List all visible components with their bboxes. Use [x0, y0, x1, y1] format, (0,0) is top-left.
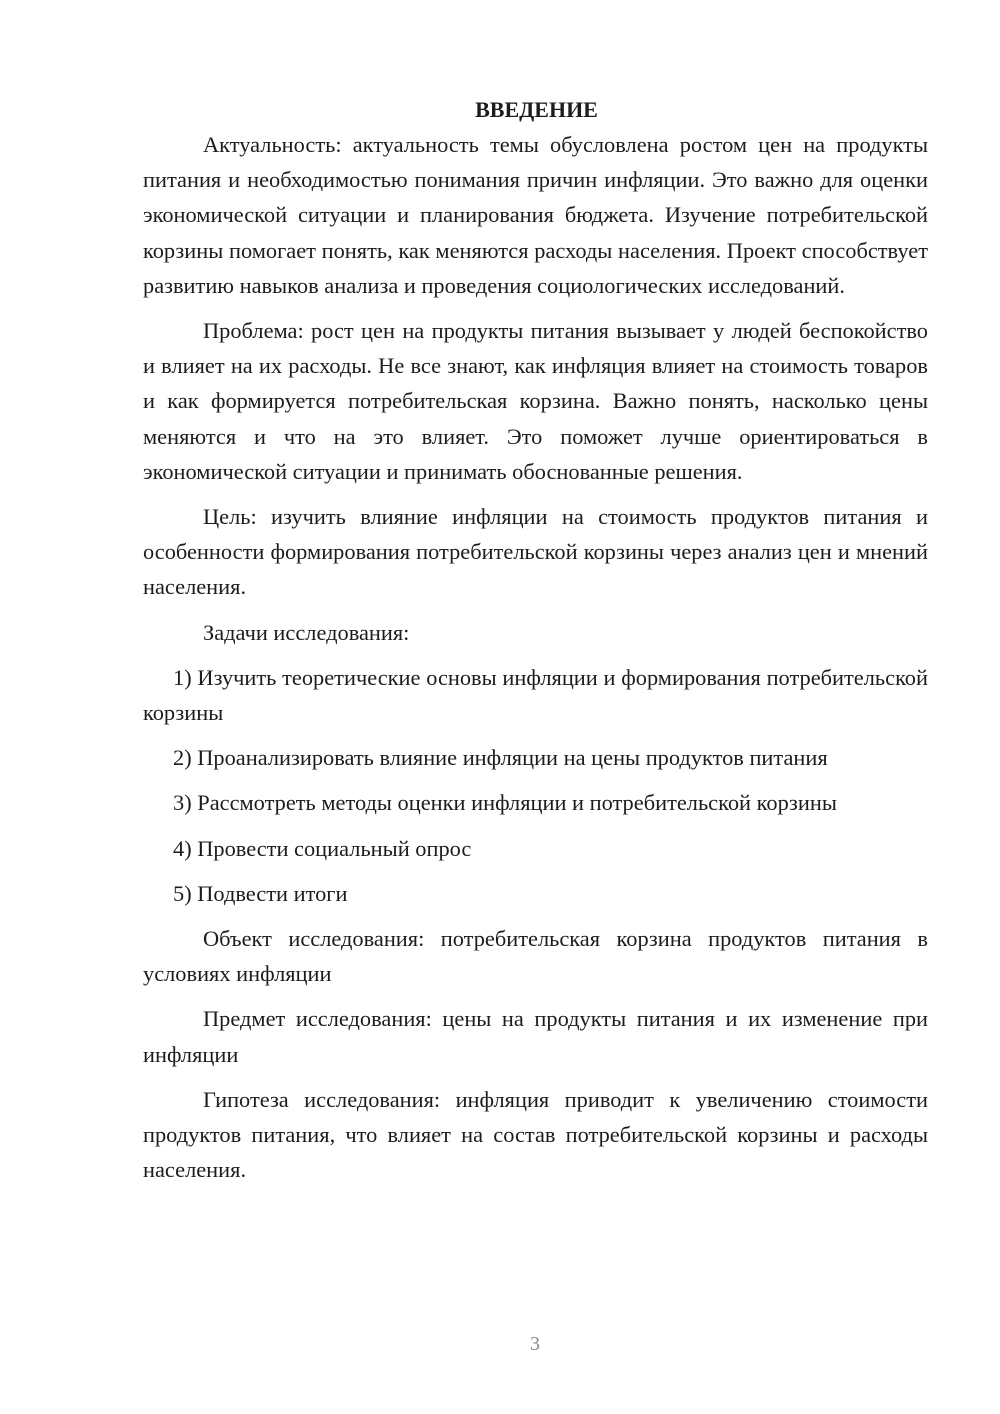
tasks-heading: Задачи исследования: — [203, 619, 410, 645]
section-title: ВВЕДЕНИЕ — [475, 97, 598, 122]
task-item: 3) Рассмотреть методы оценки инфляции и потребительской корзины — [173, 790, 837, 816]
relevance-paragraph: Актуальность: актуальность темы обусловлена ростом цен на продукты питания и необходимостью понимания причин инфляции. Это важно для оценки экономической ситуации и планирования бюджета. Изучение потребительской корзины помогает понять, как меняются расходы населения. Проект способствует развитию навыков анализа и проведения социологических исследований. — [143, 132, 928, 298]
problem-paragraph: Проблема: рост цен на продукты питания вызывает у людей беспокойство и влияет на их расходы. Не все знают, как инфляция влияет на стоимость товаров и как формируется потребительская корзина. Важно понять, насколько цены меняются и что на это влияет. Это поможет лучше ориентироваться в экономической ситуации и принимать обоснованные решения. — [143, 318, 928, 484]
task-item: 1) Изучить теоретические основы инфляции и формирования потребительской корзины — [143, 664, 928, 726]
task-item: 2) Проанализировать влияние инфляции на цены продуктов питания — [173, 745, 828, 771]
tasks-list — [143, 660, 928, 911]
object-paragraph: Объект исследования: потребительская корзина продуктов питания в условиях инфляции — [143, 926, 928, 987]
hypothesis-paragraph: Гипотеза исследования: инфляция приводит к увеличению стоимости продуктов питания, что влияет на состав потребительской корзины и расходы населения. — [143, 1086, 928, 1183]
goal-paragraph: Цель: изучить влияние инфляции на стоимость продуктов питания и особенности формирования потребительской корзины через анализ цен и мнений населения. — [143, 504, 928, 600]
page-number: 3 — [530, 1333, 540, 1355]
task-item: 4) Провести социальный опрос — [173, 835, 472, 861]
task-item: 5) Подвести итоги — [173, 880, 348, 906]
document-body — [143, 92, 928, 1197]
subject-paragraph: Предмет исследования: цены на продукты питания и их изменение при инфляции — [143, 1006, 928, 1067]
